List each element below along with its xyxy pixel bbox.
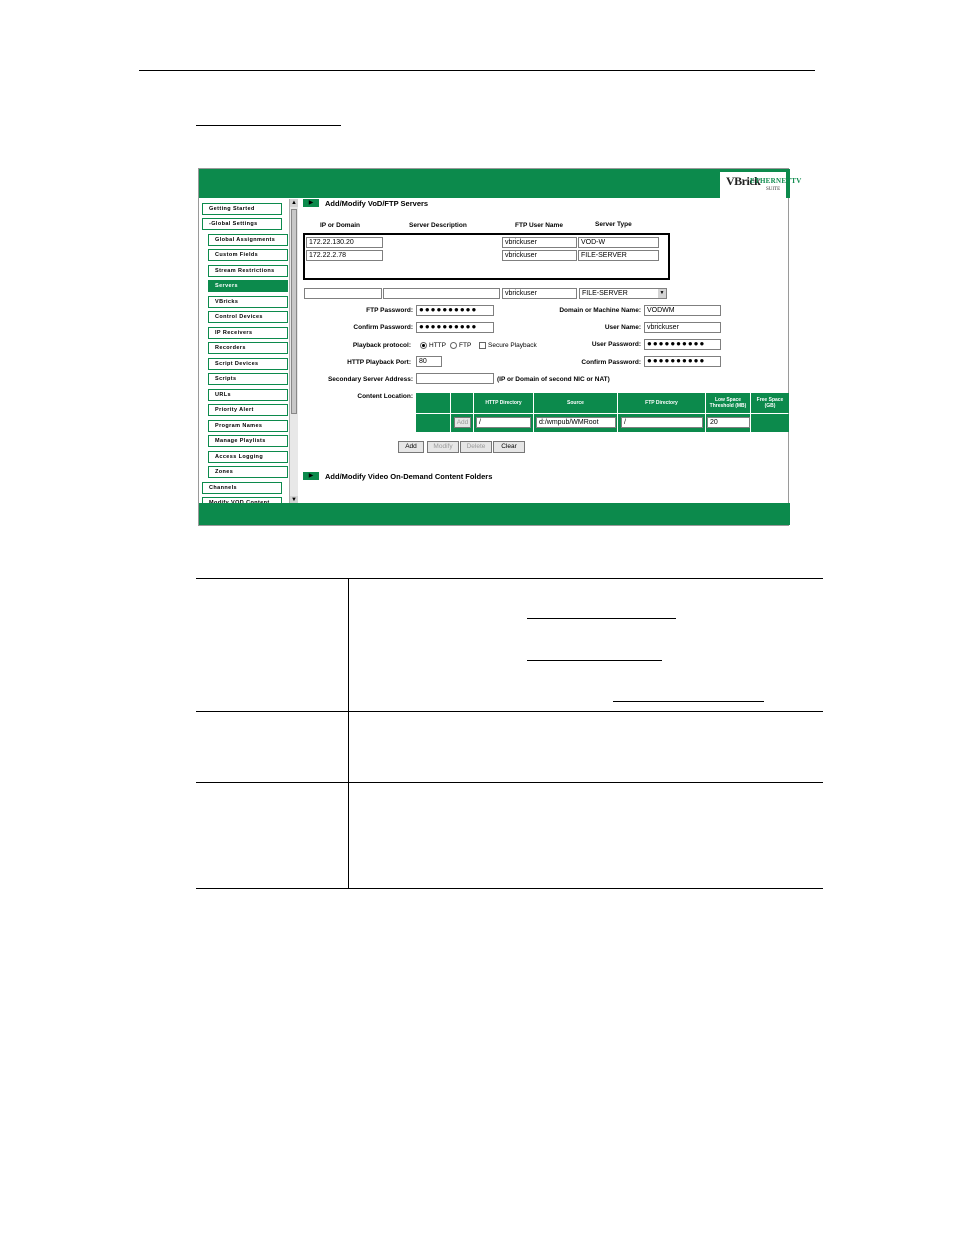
nav-access-logging[interactable]: Access Logging: [208, 451, 288, 463]
scroll-down-icon[interactable]: ▼: [291, 497, 297, 503]
radio-http[interactable]: [420, 342, 446, 349]
nav-getting-started[interactable]: Getting Started: [202, 203, 282, 215]
col-ftp-user: FTP User Name: [515, 222, 563, 229]
app-header-bar: [199, 169, 802, 198]
checkbox-icon: [479, 342, 486, 349]
nav-custom-fields[interactable]: Custom Fields: [208, 249, 288, 261]
radio-ftp[interactable]: [450, 342, 471, 349]
domain-input[interactable]: VODWM: [644, 305, 721, 316]
nav-zones[interactable]: Zones: [208, 466, 288, 478]
sidebar-scrollbar[interactable]: [289, 199, 298, 504]
content-col-blank-2: [451, 393, 474, 413]
server-row-description[interactable]: [384, 237, 501, 248]
ftp-user-input[interactable]: vbrickuser: [502, 288, 577, 299]
content-cell: [618, 414, 706, 432]
radio-off-icon: [450, 342, 457, 349]
confirm-password-label: Confirm Password:: [353, 324, 413, 331]
nav-urls[interactable]: URLs: [208, 389, 288, 401]
nav-manage-playlists[interactable]: Manage Playlists: [208, 435, 288, 447]
content-cell: [706, 414, 751, 432]
server-row-ftp-user[interactable]: vbrickuser: [502, 237, 577, 248]
delete-button[interactable]: Delete: [460, 441, 492, 453]
nav-servers[interactable]: Servers: [208, 280, 288, 292]
link-underline[interactable]: [527, 660, 662, 661]
table-bottom-border: [196, 888, 823, 889]
server-row-type[interactable]: FILE-SERVER: [578, 250, 659, 261]
nav-scripts[interactable]: Scripts: [208, 373, 288, 385]
radio-http-label: HTTP: [429, 342, 446, 350]
logo-brand: VBrick: [726, 174, 761, 188]
nav-global-assignments[interactable]: Global Assignments: [208, 234, 288, 246]
description-input[interactable]: [383, 288, 500, 299]
server-row-ip[interactable]: 172.22.130.20: [306, 237, 383, 248]
logo-suffix: SUITE: [766, 187, 781, 192]
modify-button[interactable]: Modify: [427, 441, 459, 453]
scroll-up-icon[interactable]: ▲: [291, 200, 297, 206]
ftp-directory-input[interactable]: /: [621, 417, 703, 428]
confirm-password-input[interactable]: ●●●●●●●●●●: [416, 322, 494, 333]
col-ip: IP or Domain: [320, 222, 360, 229]
link-underline[interactable]: [527, 618, 676, 619]
content-cell: [751, 414, 790, 432]
content-cell: [451, 414, 474, 432]
nav-channels[interactable]: Channels: [202, 482, 282, 494]
user-password-label: User Password:: [591, 341, 641, 348]
user-confirm-input[interactable]: ●●●●●●●●●●: [644, 356, 721, 367]
content-cell: [534, 414, 618, 432]
server-type-select[interactable]: [579, 288, 667, 299]
nav-recorders[interactable]: Recorders: [208, 342, 288, 354]
content-location-label: Content Location:: [357, 393, 413, 400]
radio-ftp-label: FTP: [459, 342, 472, 350]
threshold-input[interactable]: 20: [707, 417, 750, 428]
link-underline[interactable]: [613, 701, 764, 702]
table-column-divider: [348, 578, 349, 889]
app-footer-bar: [199, 503, 790, 525]
nav-control-devices[interactable]: Control Devices: [208, 311, 288, 323]
playback-protocol-label: Playback protocol:: [352, 342, 411, 349]
nav-vbricks[interactable]: VBricks: [208, 296, 288, 308]
server-row-type[interactable]: VOD-W: [578, 237, 659, 248]
content-col-free: Free Space (GB): [751, 393, 790, 413]
nav-global-settings[interactable]: -Global Settings: [202, 218, 282, 230]
server-row-description[interactable]: [384, 250, 501, 261]
scroll-thumb[interactable]: [291, 209, 297, 414]
ftp-password-label: FTP Password:: [366, 307, 413, 314]
expand-arrow-icon[interactable]: ▶: [303, 472, 319, 480]
server-row-ip[interactable]: 172.22.2.78: [306, 250, 383, 261]
table-row-divider: [196, 782, 823, 783]
embedded-screenshot: [198, 168, 802, 526]
col-description: Server Description: [409, 222, 467, 229]
table-top-border: [196, 578, 823, 579]
user-password-input[interactable]: ●●●●●●●●●●: [644, 339, 721, 350]
secondary-address-input[interactable]: [416, 373, 494, 384]
ftp-password-input[interactable]: ●●●●●●●●●●: [416, 305, 494, 316]
http-port-input[interactable]: 80: [416, 356, 442, 367]
content-col-threshold: Low Space Threshold (MB): [706, 393, 751, 413]
vbrick-logo: [718, 172, 802, 198]
content-col-ftp: FTP Directory: [618, 393, 706, 413]
content-cell: [416, 414, 451, 432]
user-name-label: User Name:: [604, 324, 641, 331]
dropdown-arrow-icon[interactable]: ▼: [659, 290, 665, 296]
nav-ip-receivers[interactable]: IP Receivers: [208, 327, 288, 339]
ip-input[interactable]: [304, 288, 382, 299]
content-col-source: Source: [534, 393, 618, 413]
user-name-input[interactable]: vbrickuser: [644, 322, 721, 333]
nav-program-names[interactable]: Program Names: [208, 420, 288, 432]
secondary-address-label: Secondary Server Address:: [327, 376, 413, 383]
section-title-content-folders: Add/Modify Video On-Demand Content Folders: [325, 472, 493, 481]
domain-label: Domain or Machine Name:: [559, 307, 641, 314]
add-button[interactable]: Add: [398, 441, 424, 453]
section-title-servers: Add/Modify VoD/FTP Servers: [325, 199, 429, 208]
secondary-address-hint: (IP or Domain of second NIC or NAT): [497, 376, 610, 383]
expand-arrow-icon[interactable]: ▶: [303, 199, 319, 207]
heading-underline: [196, 125, 341, 126]
content-cell: [474, 414, 534, 432]
nav-priority-alert[interactable]: Priority Alert: [208, 404, 288, 416]
nav-script-devices[interactable]: Script Devices: [208, 358, 288, 370]
logo-product: ETHERNETTV: [750, 177, 802, 185]
table-row-divider: [196, 711, 823, 712]
clear-button[interactable]: Clear: [493, 441, 525, 453]
col-server-type: Server Type: [595, 221, 632, 228]
content-add-button[interactable]: Add: [454, 417, 471, 428]
source-input[interactable]: d:/wmpub/WMRoot: [536, 417, 616, 428]
server-row-ftp-user[interactable]: vbrickuser: [502, 250, 577, 261]
http-directory-input[interactable]: /: [476, 417, 531, 428]
nav-stream-restrictions[interactable]: Stream Restrictions: [208, 265, 288, 277]
content-col-http: HTTP Directory: [474, 393, 534, 413]
server-type-value: FILE-SERVER: [582, 290, 628, 297]
secure-playback-label: Secure Playback: [488, 342, 537, 350]
user-confirm-label: Confirm Password:: [581, 359, 641, 366]
http-port-label: HTTP Playback Port:: [347, 359, 411, 366]
content-col-blank: [416, 393, 451, 413]
radio-on-icon: [420, 342, 427, 349]
header-rule: [139, 70, 815, 71]
